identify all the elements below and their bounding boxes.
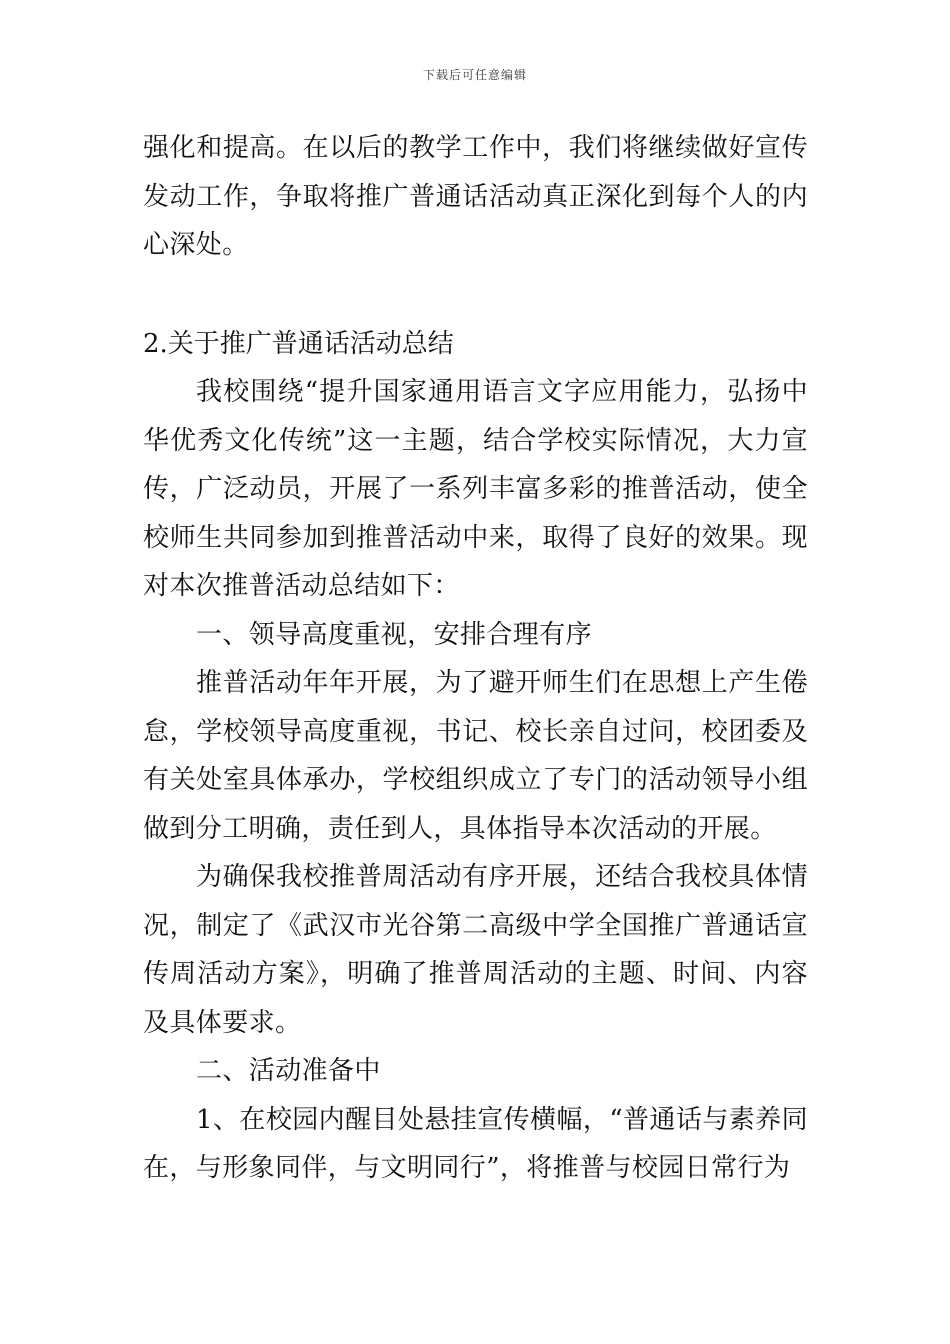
page-header-note: 下载后可任意编辑 [422,68,527,82]
subheading-preparation: 二、活动准备中 [196,1056,381,1086]
body-paragraph-4: 1、在校园内醒目处悬挂宣传横幅，“普通话与素养同在，与形象同伴，与文明同行”，将推普与校园日常行为 [143,1104,808,1183]
section-heading: 2.关于推广普通话活动总结 [143,328,454,359]
body-paragraph-2: 推普活动年年开展，为了避开师生们在思想上产生倦怠，学校领导高度重视，书记、校长亲自过问，校团委及有关处室具体承办，学校组织成立了专门的活动领导小组做到分工明确，责任到人，具体指导本次活动的开展。 [143,668,808,844]
intro-paragraph: 强化和提高。在以后的教学工作中，我们将继续做好宣传发动工作，争取将推广普通话活动真正深化到每个人的内心深处。 [143,133,808,260]
body-paragraph-1: 我校围绕“提升国家通用语言文字应用能力，弘扬中华优秀文化传统”这一主题，结合学校实际情况，大力宣传，广泛动员，开展了一系列丰富多彩的推普活动，使全校师生共同参加到推普活动中来，取得了良好的效果。现对本次推普活动总结如下： [143,377,808,601]
subheading-leadership: 一、领导高度重视，安排合理有序 [196,619,593,650]
body-paragraph-3: 为确保我校推普周活动有序开展，还结合我校具体情况，制定了《武汉市光谷第二高级中学全国推广普通话宣传周活动方案》，明确了推普周活动的主题、时间、内容及具体要求。 [143,862,808,1038]
paragraph-gap [143,270,808,320]
document-body [143,124,808,1193]
